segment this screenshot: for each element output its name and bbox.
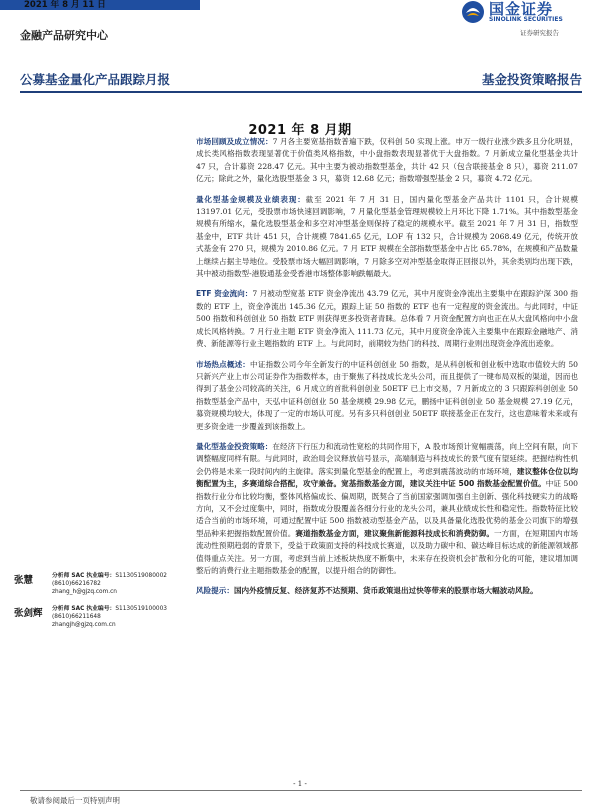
paragraph-text: 在经济下行压力和流动性宽松的共同作用下，A 股市场预计宽幅震荡，向上空间有限，向下调整幅度同样有限。与此同时，政治局会议释放信号显示，高端制造与科技成长的景气度有望延续。把握结构性机会仍将是未来一段时间内的主旋律。落实到量化型基金的配置上，考虑到震荡波动的市场环境， [196, 441, 579, 476]
paragraph-lead: 量化型基金规模及业绩表现： [196, 194, 306, 204]
paragraph-emphasis: 赛道指数基金方面，建议聚焦新能源科技成长和消费防御。 [295, 528, 495, 538]
analyst-license [52, 605, 167, 613]
paragraph-lead: 市场回顾及成立情况： [196, 137, 273, 146]
paragraph-market-hotspots [196, 359, 578, 433]
license-label: 分析师 SAC 执业编号： [52, 606, 116, 612]
paragraph-lead: 量化型基金投资策略： [196, 441, 273, 451]
analyst-name: 张剑辉 [14, 608, 43, 619]
paragraph-text: 中证指数公司今年全新发行的中证科创创业 50 指数，是从科创板和创业板中选取市值较大的 50 只新兴产业上市公司证券作为指数样本，由于聚焦了科技成长龙头公司，而且提供了一键布局双板的渠道，因而也得到了基金公司较高的关注，6 月成立的首批科创创业 50ETF 已上市交易，7 月新成立的 3 只跟踪科创创业 50 指数型基金产品中，天弘中证科创创业 50 基金规模 29.98 亿元，鹏扬中证科创创业 50 基金规模 27.19 亿元，募资规模均较大，体现了一定的市场认可度。另有多只科创创业 50ETF 联接基金正在发行，这也意味着未来或有更多资金进一步覆盖到该指数上。 [196, 359, 578, 431]
footer-divider [20, 790, 582, 791]
research-center-name: 金融产品研究中心 [20, 29, 108, 42]
paragraph-text: 一方面，在短期国内市场流动性预期趋弱的背景下，受益于政策面支持的科技成长赛道，以及助力碳中和、碳达峰目标达成的新能源领域都值得重点关注。另一方面，考虑到当前上述板块热度不断集中，未来存在投资机会扩散和分化的可能，建议增加调整后的消费行业主题指数基金的配置，以提升组合的防御性。 [196, 528, 579, 575]
report-type: 基金投资策略报告 [481, 72, 582, 87]
paragraph-text: 7 月各主要宽基指数普遍下跌，仅科创 50 实现上涨。申万一级行业涨少跌多且分化明显，成长类风格指数表现显著优于价值类风格指数，中小盘指数表现显著优于大盘指数。7 月新成立量化型基金共计 47 只，合计募资 228.47 亿元。其中主要为被动指数型基金，共计 42 只（包含联接基金 8 只），募资 211.07 亿元；除此之外，量化选股型基金 3 只，募资 12.68 亿元；指数增强型基金 2 只，募资 4.72 亿元。 [196, 137, 578, 184]
analyst-info [52, 605, 167, 629]
paragraph-investment-strategy [196, 441, 578, 577]
paragraph-market-review [196, 136, 578, 186]
paragraph-risk-warning [196, 585, 578, 597]
paragraph-text: 7 月被动型宽基 ETF 资金净流出 43.79 亿元，其中月度资金净流出主要集中在跟踪沪深 300 指数的 ETF 上，资金净流出 145.36 亿元，跟踪上证 50 指数的 ETF 也有一定程度的资金流出。与此同时，中证 500 指数和科创创业 50 指数 ETF 则获得更多投资者青睐。总体看 7 月资金配置方向也正在从大盘风格向中小盘成长风格转换。7 月行业主题 ETF 资金净流入 111.73 亿元，其中月度资金净流入主要集中在跟踪金融地产、消费、新能源等行业主题指数的 ETF 上。与此同时，前期较为热门的科技、周期行业则出现资金净流出迹象。 [196, 289, 578, 349]
paragraph-scale-performance [196, 194, 578, 281]
license-number: S1130519080002 [115, 573, 167, 579]
analyst-phone: (8610)66211648 [52, 614, 101, 620]
paragraph-etf-flows [196, 288, 578, 350]
analyst-phone: (8610)66216782 [52, 581, 101, 587]
report-title: 公募基金量化产品跟踪月报 [20, 72, 171, 87]
analyst-email: zhang_h@gjzq.com.cn [52, 589, 117, 595]
paragraph-text: 中证 500 指数行业分布比较均衡，整体风格偏成长、偏周期，既契合了当前国家强调加强自主创新、强化科技硬实力的战略方向，又不会过度集中，同时，指数成分股覆盖各细分行业的龙头公司，兼具业绩成长性和稳定性。指数特征比较适合当前的市场环境，可通过配置中证 500 指数被动型基金产品，以及具备量化选股优势的基金公司旗下的增强型品种来把握指数配置价值。 [196, 479, 578, 538]
sinolink-logo [456, 0, 596, 38]
header-divider [20, 91, 582, 93]
footer-disclaimer: 敬请参阅最后一页特别声明 [30, 796, 120, 805]
paragraph-emphasis: 建议整体仓位以均衡配置为主，多赛道综合搭配，攻守兼备。宽基指数基金方面，建议关注中证 500 指数基金配置价值。 [196, 466, 579, 489]
analyst-license [52, 572, 167, 580]
logo-subtitle: 证券研究报告 [520, 29, 559, 37]
sinolink-logo-icon [460, 0, 486, 24]
paragraph-emphasis: 国内外疫情反复、经济复苏不达预期、货币政策退出过快等带来的股票市场大幅波动风险。 [233, 586, 538, 596]
paragraph-lead: ETF 资金流向： [196, 289, 253, 299]
issue-title: 2021 年 8 月期 [248, 123, 352, 138]
logo-name-cn: 国金证券 [489, 0, 554, 18]
analyst-name: 张慧 [14, 575, 34, 586]
paragraph-lead: 风险提示： [196, 586, 234, 596]
analyst-info [52, 572, 167, 596]
page-number: - 1 - [293, 780, 307, 788]
report-date: 2021 年 8 月 11 日 [24, 0, 106, 10]
logo-name-en: SINOLINK SECURITIES [489, 16, 563, 23]
paragraph-lead: 市场热点概述： [196, 359, 251, 369]
license-number: S1130519100003 [115, 606, 167, 612]
report-body [196, 136, 578, 606]
analyst-email: zhangjh@gjzq.com.cn [52, 622, 116, 628]
license-label: 分析师 SAC 执业编号： [52, 573, 116, 579]
paragraph-text: 截至 2021 年 7 月 31 日，国内量化型基金产品共计 1101 只，合计规模 13197.01 亿元，受股票市场快速回调影响，7 月量化型基金管理规模较上月环比下降 1.71%。其中指数型基金规模有所缩水，量化选股型基金和多空对冲型基金则保持了稳定的规模水平。截至 2021 年 7 月 31 日，指数型基金中，ETF 共计 451 只，合计规模 7841.65 亿元，LOF 有 132 只，合计规模为 2068.49 亿元，传统开放式基金有 270 只，规模为 2010.86 亿元。7 月 ETF 规模在全部指数型基金中占比 65.78%，在规模和产品数量上继续占据主导地位。受股票市场大幅回调影响，7 月除多空对冲型基金取得正回报以外，其余类别均出现下跌，其中被动指数型-港股通基金受香港市场整体影响跌幅最大。 [196, 194, 579, 279]
